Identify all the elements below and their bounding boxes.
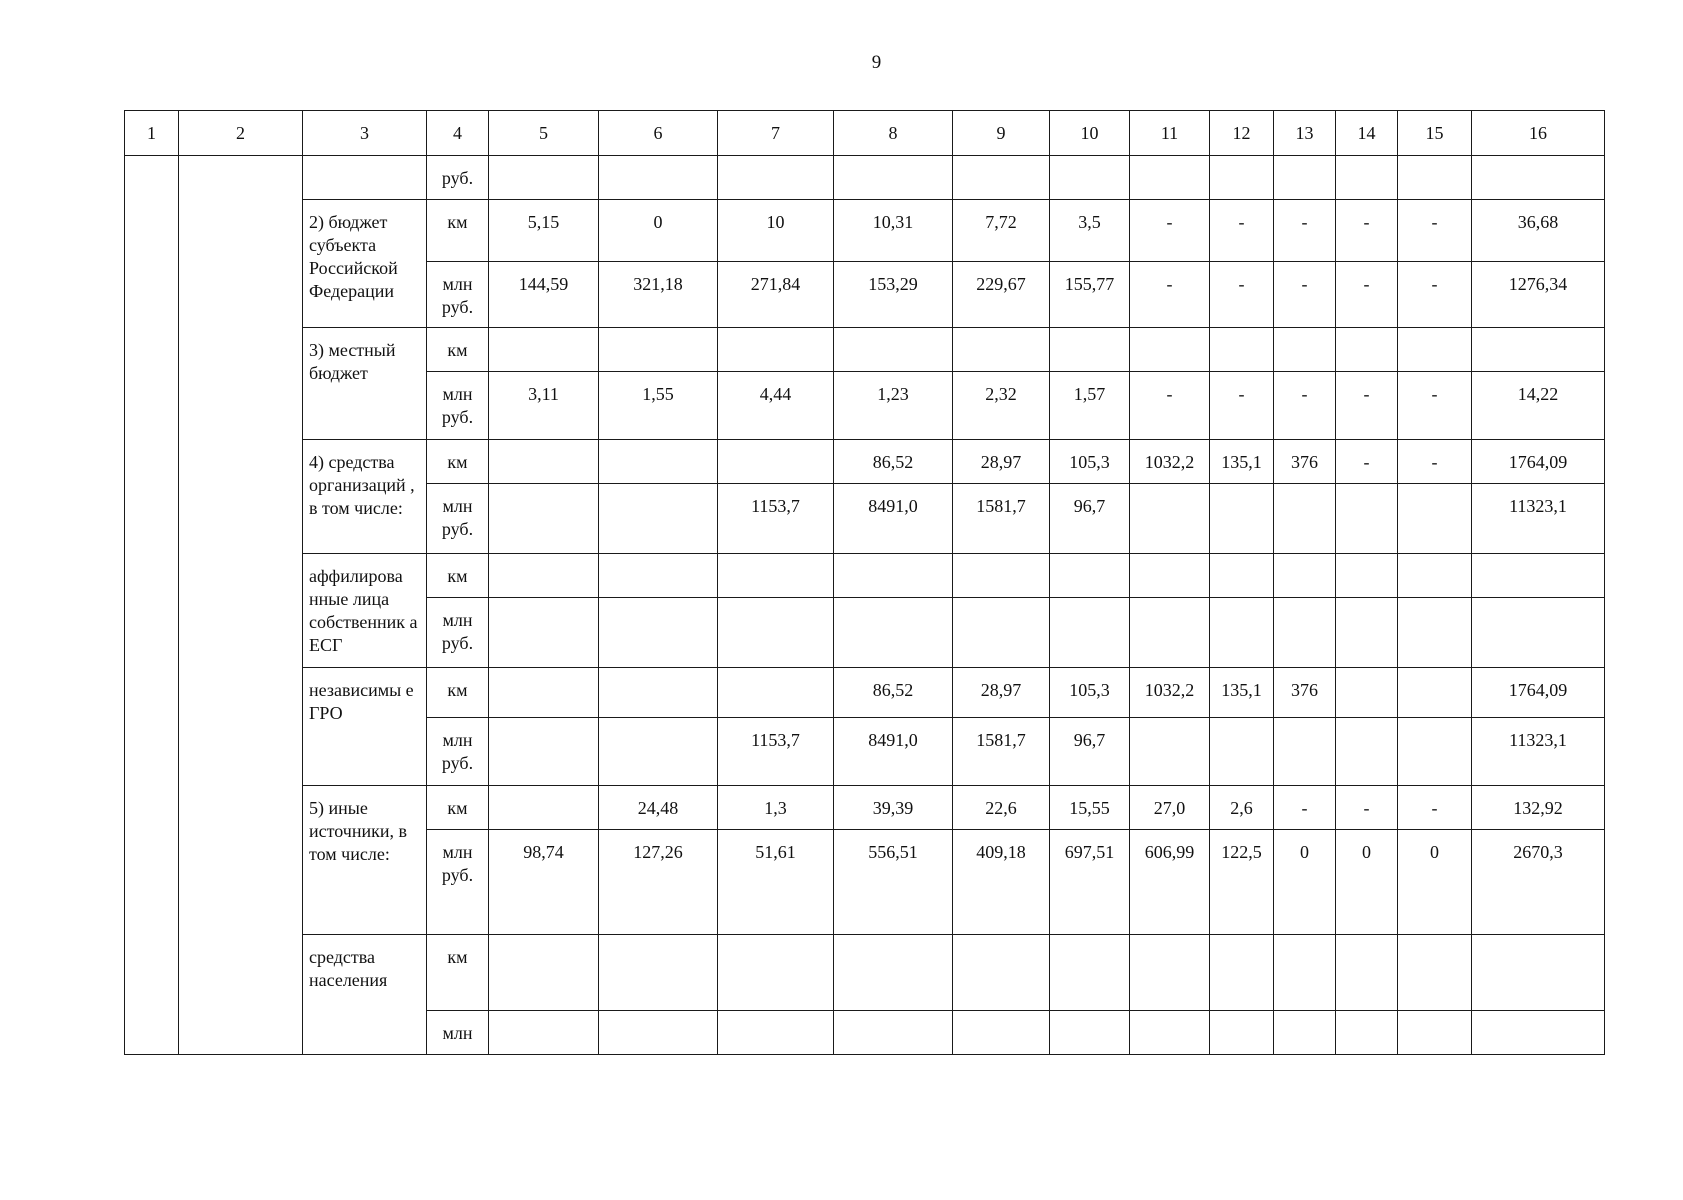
value-cell: 153,29 bbox=[834, 262, 953, 328]
value-cell bbox=[953, 554, 1050, 598]
unit-cell: млн руб. bbox=[427, 830, 489, 935]
value-cell bbox=[1210, 935, 1274, 1011]
value-cell: 86,52 bbox=[834, 440, 953, 484]
value-cell: 96,7 bbox=[1050, 484, 1130, 554]
value-cell: - bbox=[1130, 372, 1210, 440]
value-cell bbox=[599, 440, 718, 484]
value-cell: 1153,7 bbox=[718, 484, 834, 554]
value-cell: 11323,1 bbox=[1472, 484, 1605, 554]
value-cell: 1581,7 bbox=[953, 718, 1050, 786]
unit-cell: млн руб. bbox=[427, 484, 489, 554]
unit-cell: км bbox=[427, 668, 489, 718]
value-cell bbox=[1210, 156, 1274, 200]
value-cell bbox=[1398, 718, 1472, 786]
funding-table bbox=[124, 110, 1605, 1055]
value-cell bbox=[599, 554, 718, 598]
group-label: 4) средства организаций , в том числе: bbox=[303, 440, 427, 554]
value-cell bbox=[1210, 484, 1274, 554]
value-cell: 0 bbox=[1336, 830, 1398, 935]
value-cell bbox=[1398, 328, 1472, 372]
column-header: 15 bbox=[1398, 111, 1472, 156]
value-cell: - bbox=[1336, 786, 1398, 830]
table-row bbox=[125, 935, 1605, 1011]
value-cell: 376 bbox=[1274, 668, 1336, 718]
value-cell bbox=[489, 1011, 599, 1055]
value-cell bbox=[599, 935, 718, 1011]
table-row bbox=[125, 200, 1605, 262]
value-cell bbox=[1050, 328, 1130, 372]
column-header: 13 bbox=[1274, 111, 1336, 156]
unit-cell: руб. bbox=[427, 156, 489, 200]
value-cell bbox=[599, 156, 718, 200]
value-cell bbox=[1130, 718, 1210, 786]
value-cell: 321,18 bbox=[599, 262, 718, 328]
value-cell bbox=[1050, 935, 1130, 1011]
value-cell bbox=[1274, 156, 1336, 200]
value-cell: 271,84 bbox=[718, 262, 834, 328]
value-cell: 98,74 bbox=[489, 830, 599, 935]
value-cell bbox=[489, 598, 599, 668]
value-cell: 86,52 bbox=[834, 668, 953, 718]
value-cell: 3,11 bbox=[489, 372, 599, 440]
value-cell bbox=[1336, 598, 1398, 668]
unit-cell: км bbox=[427, 554, 489, 598]
value-cell: 8491,0 bbox=[834, 718, 953, 786]
value-cell: 0 bbox=[1398, 830, 1472, 935]
col1-blank-cell bbox=[125, 156, 179, 1055]
value-cell bbox=[718, 935, 834, 1011]
value-cell bbox=[1336, 328, 1398, 372]
value-cell bbox=[1398, 1011, 1472, 1055]
value-cell bbox=[718, 554, 834, 598]
unit-cell: млн руб. bbox=[427, 372, 489, 440]
group-label: независимы е ГРО bbox=[303, 668, 427, 786]
value-cell bbox=[1050, 598, 1130, 668]
value-cell: 2,32 bbox=[953, 372, 1050, 440]
value-cell bbox=[1130, 935, 1210, 1011]
value-cell bbox=[1210, 1011, 1274, 1055]
value-cell bbox=[1398, 484, 1472, 554]
value-cell bbox=[1050, 554, 1130, 598]
table-row bbox=[125, 786, 1605, 830]
value-cell bbox=[718, 440, 834, 484]
value-cell bbox=[1398, 156, 1472, 200]
column-header: 8 bbox=[834, 111, 953, 156]
value-cell bbox=[953, 598, 1050, 668]
value-cell bbox=[1336, 718, 1398, 786]
col2-blank-cell bbox=[179, 156, 303, 1055]
value-cell bbox=[953, 156, 1050, 200]
value-cell: 1032,2 bbox=[1130, 668, 1210, 718]
value-cell: - bbox=[1130, 262, 1210, 328]
column-header: 11 bbox=[1130, 111, 1210, 156]
value-cell: 1153,7 bbox=[718, 718, 834, 786]
column-header: 2 bbox=[179, 111, 303, 156]
value-cell bbox=[1210, 328, 1274, 372]
column-header: 14 bbox=[1336, 111, 1398, 156]
value-cell: 1764,09 bbox=[1472, 440, 1605, 484]
value-cell: 144,59 bbox=[489, 262, 599, 328]
value-cell bbox=[834, 328, 953, 372]
value-cell: 0 bbox=[1274, 830, 1336, 935]
value-cell: 127,26 bbox=[599, 830, 718, 935]
table-row bbox=[125, 668, 1605, 718]
value-cell: 39,39 bbox=[834, 786, 953, 830]
value-cell bbox=[1274, 718, 1336, 786]
value-cell bbox=[1336, 484, 1398, 554]
value-cell bbox=[1336, 668, 1398, 718]
value-cell bbox=[718, 668, 834, 718]
column-header: 10 bbox=[1050, 111, 1130, 156]
value-cell bbox=[834, 598, 953, 668]
value-cell bbox=[1274, 484, 1336, 554]
value-cell bbox=[489, 935, 599, 1011]
value-cell bbox=[1050, 1011, 1130, 1055]
value-cell: 1,23 bbox=[834, 372, 953, 440]
value-cell: 7,72 bbox=[953, 200, 1050, 262]
value-cell bbox=[489, 554, 599, 598]
value-cell: 27,0 bbox=[1130, 786, 1210, 830]
value-cell: - bbox=[1336, 372, 1398, 440]
value-cell: 2670,3 bbox=[1472, 830, 1605, 935]
value-cell: - bbox=[1210, 200, 1274, 262]
unit-cell: млн руб. bbox=[427, 262, 489, 328]
value-cell: 1,57 bbox=[1050, 372, 1130, 440]
value-cell: - bbox=[1398, 372, 1472, 440]
value-cell: - bbox=[1336, 262, 1398, 328]
value-cell bbox=[599, 598, 718, 668]
table-row bbox=[125, 440, 1605, 484]
value-cell: 1032,2 bbox=[1130, 440, 1210, 484]
value-cell bbox=[1130, 554, 1210, 598]
value-cell bbox=[1274, 598, 1336, 668]
unit-cell: км bbox=[427, 328, 489, 372]
unit-cell: млн руб. bbox=[427, 718, 489, 786]
value-cell: 1764,09 bbox=[1472, 668, 1605, 718]
unit-cell: км bbox=[427, 935, 489, 1011]
value-cell: 0 bbox=[599, 200, 718, 262]
value-cell: 105,3 bbox=[1050, 440, 1130, 484]
value-cell: - bbox=[1274, 786, 1336, 830]
value-cell: - bbox=[1398, 200, 1472, 262]
value-cell bbox=[953, 1011, 1050, 1055]
value-cell: - bbox=[1398, 440, 1472, 484]
column-header: 12 bbox=[1210, 111, 1274, 156]
value-cell: 2,6 bbox=[1210, 786, 1274, 830]
value-cell: 14,22 bbox=[1472, 372, 1605, 440]
value-cell bbox=[1210, 598, 1274, 668]
value-cell bbox=[1274, 1011, 1336, 1055]
value-cell: 22,6 bbox=[953, 786, 1050, 830]
value-cell bbox=[1210, 554, 1274, 598]
value-cell bbox=[1274, 935, 1336, 1011]
value-cell: 8491,0 bbox=[834, 484, 953, 554]
value-cell bbox=[834, 1011, 953, 1055]
value-cell bbox=[1472, 156, 1605, 200]
value-cell bbox=[489, 440, 599, 484]
value-cell: 1581,7 bbox=[953, 484, 1050, 554]
value-cell: 122,5 bbox=[1210, 830, 1274, 935]
column-header: 16 bbox=[1472, 111, 1605, 156]
value-cell bbox=[834, 935, 953, 1011]
value-cell bbox=[489, 786, 599, 830]
group-label: средства населения bbox=[303, 935, 427, 1055]
value-cell bbox=[1472, 554, 1605, 598]
value-cell: 28,97 bbox=[953, 668, 1050, 718]
value-cell: 376 bbox=[1274, 440, 1336, 484]
column-header: 9 bbox=[953, 111, 1050, 156]
value-cell bbox=[1398, 554, 1472, 598]
value-cell bbox=[599, 718, 718, 786]
value-cell bbox=[1130, 156, 1210, 200]
value-cell: 3,5 bbox=[1050, 200, 1130, 262]
value-cell: 105,3 bbox=[1050, 668, 1130, 718]
value-cell bbox=[599, 484, 718, 554]
value-cell: 28,97 bbox=[953, 440, 1050, 484]
value-cell: 155,77 bbox=[1050, 262, 1130, 328]
value-cell: 11323,1 bbox=[1472, 718, 1605, 786]
column-header: 5 bbox=[489, 111, 599, 156]
column-header: 6 bbox=[599, 111, 718, 156]
value-cell: 1,3 bbox=[718, 786, 834, 830]
value-cell: - bbox=[1274, 262, 1336, 328]
value-cell bbox=[718, 328, 834, 372]
value-cell bbox=[1130, 598, 1210, 668]
column-header: 4 bbox=[427, 111, 489, 156]
value-cell: 15,55 bbox=[1050, 786, 1130, 830]
unit-cell: км bbox=[427, 786, 489, 830]
value-cell bbox=[1336, 156, 1398, 200]
group-label: 5) иные источники, в том числе: bbox=[303, 786, 427, 935]
value-cell: 1,55 bbox=[599, 372, 718, 440]
unit-cell: км bbox=[427, 440, 489, 484]
value-cell bbox=[834, 554, 953, 598]
value-cell bbox=[1398, 935, 1472, 1011]
value-cell bbox=[834, 156, 953, 200]
value-cell: 1276,34 bbox=[1472, 262, 1605, 328]
value-cell: 229,67 bbox=[953, 262, 1050, 328]
value-cell bbox=[1398, 598, 1472, 668]
value-cell bbox=[1336, 935, 1398, 1011]
value-cell: 132,92 bbox=[1472, 786, 1605, 830]
value-cell bbox=[1472, 1011, 1605, 1055]
value-cell bbox=[718, 598, 834, 668]
table-row bbox=[125, 328, 1605, 372]
value-cell: 10,31 bbox=[834, 200, 953, 262]
value-cell: 4,44 bbox=[718, 372, 834, 440]
value-cell bbox=[489, 484, 599, 554]
value-cell bbox=[1130, 484, 1210, 554]
value-cell: - bbox=[1210, 372, 1274, 440]
value-cell: - bbox=[1398, 786, 1472, 830]
value-cell bbox=[1050, 156, 1130, 200]
value-cell: 409,18 bbox=[953, 830, 1050, 935]
value-cell bbox=[953, 935, 1050, 1011]
value-cell bbox=[599, 668, 718, 718]
value-cell bbox=[1398, 668, 1472, 718]
value-cell bbox=[1274, 328, 1336, 372]
value-cell: - bbox=[1336, 200, 1398, 262]
value-cell: 697,51 bbox=[1050, 830, 1130, 935]
value-cell: - bbox=[1274, 372, 1336, 440]
value-cell bbox=[1274, 554, 1336, 598]
group-label bbox=[303, 156, 427, 200]
value-cell: 135,1 bbox=[1210, 668, 1274, 718]
group-label: 3) местный бюджет bbox=[303, 328, 427, 440]
value-cell bbox=[718, 1011, 834, 1055]
value-cell bbox=[599, 1011, 718, 1055]
value-cell bbox=[1130, 1011, 1210, 1055]
value-cell: 24,48 bbox=[599, 786, 718, 830]
value-cell: - bbox=[1210, 262, 1274, 328]
value-cell bbox=[489, 668, 599, 718]
value-cell bbox=[489, 156, 599, 200]
value-cell bbox=[489, 718, 599, 786]
value-cell bbox=[953, 328, 1050, 372]
value-cell: 556,51 bbox=[834, 830, 953, 935]
value-cell bbox=[1472, 328, 1605, 372]
value-cell: - bbox=[1130, 200, 1210, 262]
value-cell bbox=[599, 328, 718, 372]
value-cell: 51,61 bbox=[718, 830, 834, 935]
column-header: 1 bbox=[125, 111, 179, 156]
column-header: 3 bbox=[303, 111, 427, 156]
value-cell: 5,15 bbox=[489, 200, 599, 262]
column-header: 7 bbox=[718, 111, 834, 156]
page-number: 9 bbox=[871, 52, 882, 73]
group-label: 2) бюджет субъекта Российской Федерации bbox=[303, 200, 427, 328]
value-cell bbox=[1210, 718, 1274, 786]
group-label: аффилирова нные лица собственник а ЕСГ bbox=[303, 554, 427, 668]
value-cell: - bbox=[1274, 200, 1336, 262]
value-cell: - bbox=[1336, 440, 1398, 484]
unit-cell: млн руб. bbox=[427, 598, 489, 668]
table-row bbox=[125, 554, 1605, 598]
value-cell bbox=[1336, 554, 1398, 598]
value-cell: 96,7 bbox=[1050, 718, 1130, 786]
value-cell: 10 bbox=[718, 200, 834, 262]
header-row bbox=[125, 111, 1605, 156]
value-cell: 36,68 bbox=[1472, 200, 1605, 262]
unit-cell: млн bbox=[427, 1011, 489, 1055]
value-cell bbox=[1472, 935, 1605, 1011]
value-cell bbox=[1472, 598, 1605, 668]
value-cell bbox=[1336, 1011, 1398, 1055]
value-cell: - bbox=[1398, 262, 1472, 328]
value-cell bbox=[1130, 328, 1210, 372]
unit-cell: км bbox=[427, 200, 489, 262]
table-row bbox=[125, 156, 1605, 200]
value-cell bbox=[718, 156, 834, 200]
value-cell: 135,1 bbox=[1210, 440, 1274, 484]
value-cell: 606,99 bbox=[1130, 830, 1210, 935]
value-cell bbox=[489, 328, 599, 372]
